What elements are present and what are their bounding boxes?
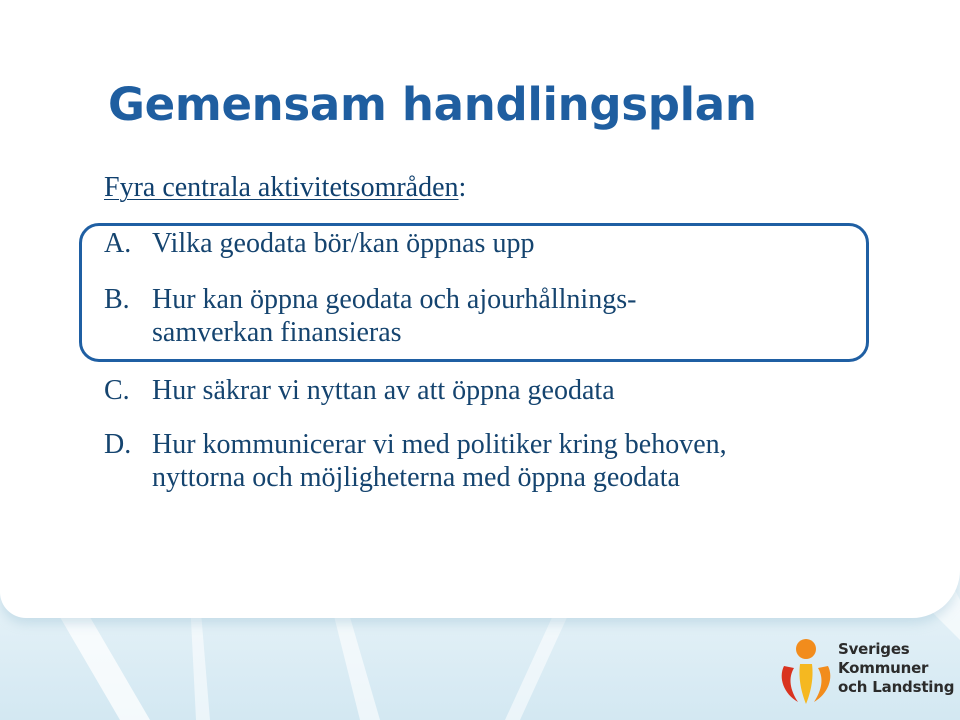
item-text xyxy=(152,283,636,349)
skl-logo xyxy=(778,636,955,706)
slide-title: Gemensam handlingsplan xyxy=(108,78,757,131)
emblem-body xyxy=(799,664,812,704)
item-line: Hur säkrar vi nyttan av att öppna geodata xyxy=(152,375,615,406)
skl-emblem-icon xyxy=(778,636,834,706)
item-line: Hur kan öppna geodata och ajourhållnings- xyxy=(152,284,637,315)
item-text xyxy=(152,428,727,494)
intro-line xyxy=(104,172,466,204)
intro-text: Fyra centrala aktivitetsområden xyxy=(104,172,459,203)
logo-line: Kommuner xyxy=(838,659,929,677)
emblem-left-arm xyxy=(782,666,798,702)
logo-line: och Landsting xyxy=(838,678,955,696)
logo-wordmark xyxy=(838,640,954,697)
item-line: samverkan finansieras xyxy=(152,317,402,349)
intro-colon: : xyxy=(458,172,467,203)
item-line: Vilka geodata bör/kan öppnas upp xyxy=(152,228,535,259)
logo-line: Sveriges xyxy=(838,640,910,658)
emblem-right-arm xyxy=(814,666,830,702)
item-letter: C. xyxy=(104,375,130,406)
item-letter: A. xyxy=(104,228,132,259)
item-line: Hur kommunicerar vi med politiker kring behoven, xyxy=(152,429,727,460)
item-letter: B. xyxy=(104,284,130,315)
emblem-head xyxy=(796,639,816,659)
item-letter: D. xyxy=(104,429,132,460)
item-line: nyttorna och möjligheterna med öppna geodata xyxy=(152,462,680,494)
item-text xyxy=(152,227,534,260)
item-text xyxy=(152,374,615,407)
